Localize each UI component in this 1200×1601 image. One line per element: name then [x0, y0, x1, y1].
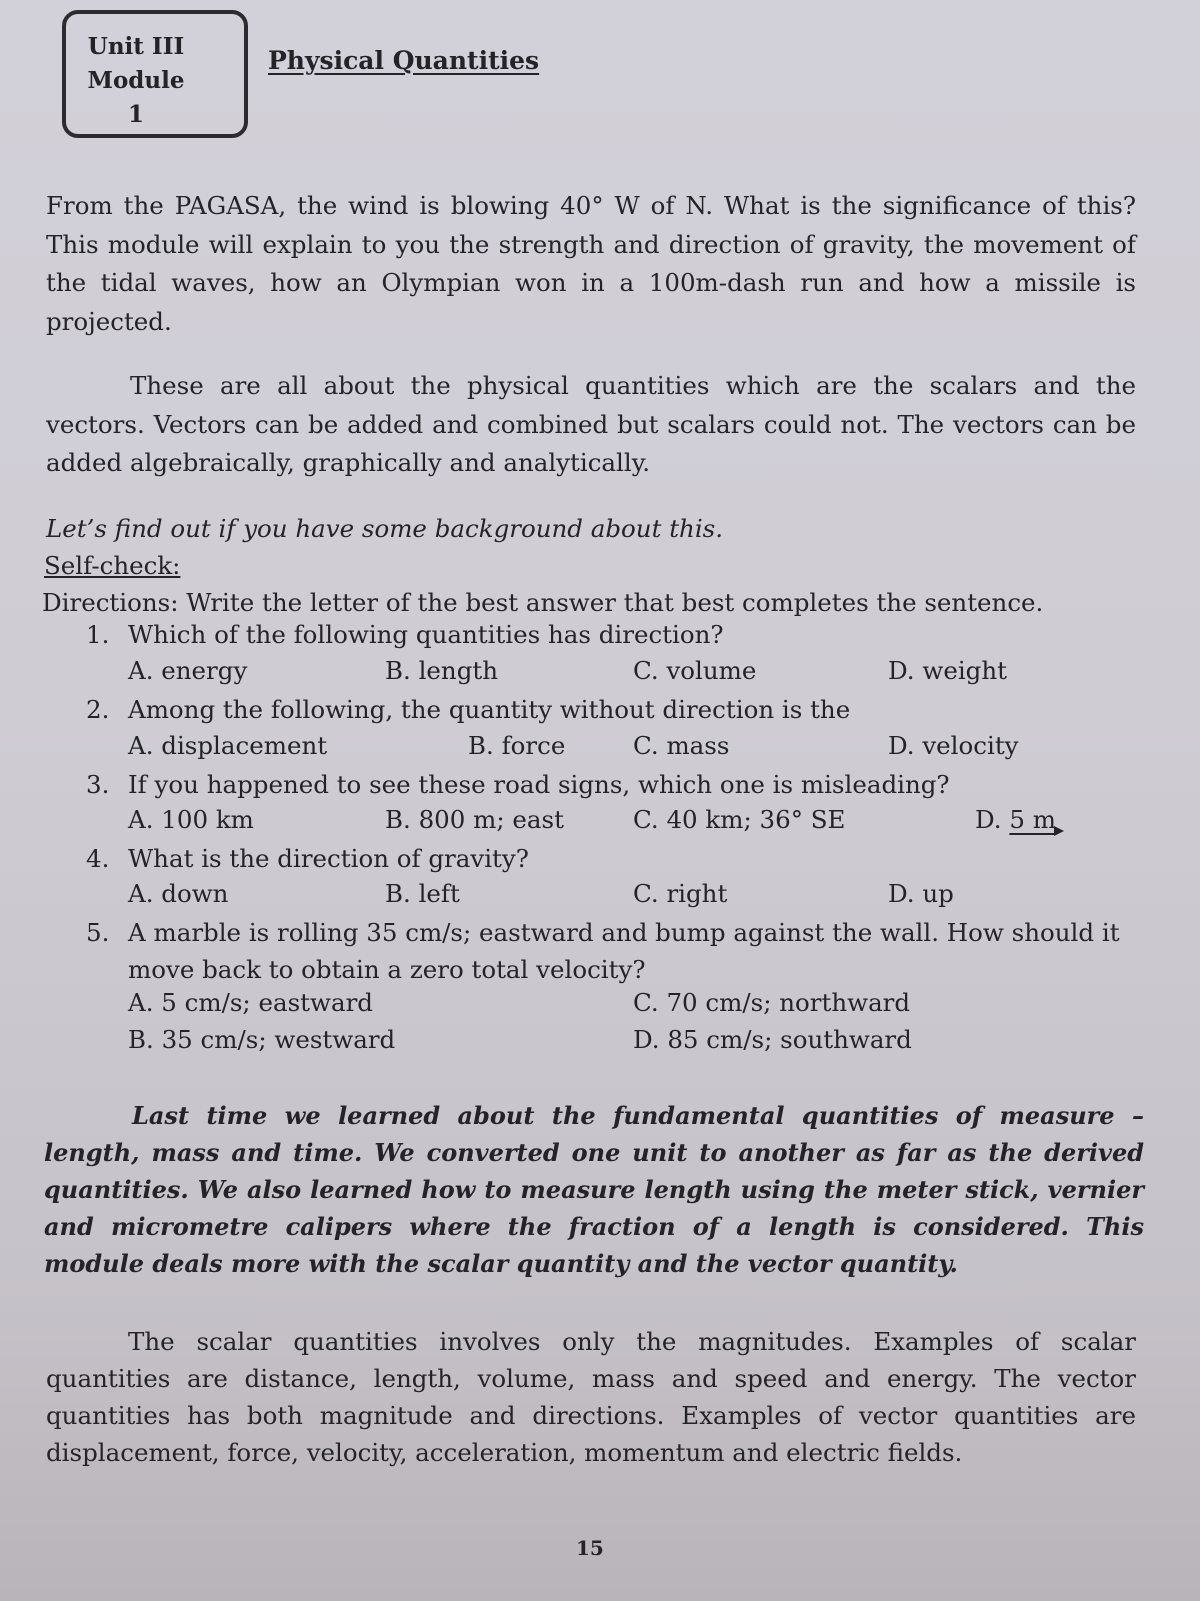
vector-value: 5 m	[1009, 805, 1056, 834]
unit-label: Unit III	[87, 33, 185, 60]
directions-text: Directions: Write the letter of the best answer that best completes the sentence.	[42, 588, 1044, 617]
q3-choice-c: C. 40 km; 36° SE	[633, 805, 846, 834]
page-title: Physical Quantities	[268, 46, 540, 75]
q5-choice-c: C. 70 cm/s; northward	[633, 988, 911, 1017]
question-text: If you happened to see these road signs, which one is misleading?	[128, 770, 950, 799]
question-number: 5.	[86, 918, 110, 947]
unit-module-box	[62, 10, 248, 138]
question-number: 4.	[86, 844, 110, 873]
review-paragraph: Last time we learned about the fundamental quantities of measure – length, mass and time. We converted one unit to another as far as the derived quantities. We also learned how to measure length using the meter stick, vernier and micrometre calipers where the fraction of a length is considered. This module deals more with the scalar quantity and the vector quantity.	[44, 1101, 1144, 1278]
q1-choice-d: D. weight	[888, 656, 1007, 685]
q4-choice-c: C. right	[633, 879, 728, 908]
question-text: Among the following, the quantity without direction is the	[128, 695, 851, 724]
module-label: Module	[87, 67, 185, 94]
intro-paragraph-1: From the PAGASA, the wind is blowing 40° W of N. What is the significance of this? This module will explain to you the strength and direction of gravity, the movement of the tidal waves, how an Olympian won in a 100m-dash run and how a missile is projected.	[46, 191, 1136, 336]
q3-choice-a: A. 100 km	[128, 805, 254, 834]
page-number: 15	[576, 1536, 604, 1560]
q3-choice-d-letter: D.	[975, 805, 1002, 834]
q2-choice-b: B. force	[468, 731, 566, 760]
q1-choice-b: B. length	[385, 656, 499, 685]
self-check-lead-in: Let’s find out if you have some background about this.	[46, 514, 724, 543]
question-text: What is the direction of gravity?	[128, 844, 529, 873]
intro-paragraph-2: These are all about the physical quantities which are the scalars and the vectors. Vectors can be added and combined but scalars could not. The vectors can be added algebraically, graphically and analytically.	[46, 371, 1136, 477]
q2-choice-c: C. mass	[633, 731, 730, 760]
q5-choice-a: A. 5 cm/s; eastward	[128, 988, 373, 1017]
q2-choice-d: D. velocity	[888, 731, 1019, 760]
q1-choice-a: A. energy	[128, 656, 248, 685]
question-number: 1.	[86, 620, 110, 649]
question-number: 3.	[86, 770, 110, 799]
q1-choice-c: C. volume	[633, 656, 757, 685]
module-number: 1	[127, 101, 144, 128]
q5-choice-d: D. 85 cm/s; southward	[633, 1025, 912, 1054]
question-text: A marble is rolling 35 cm/s; eastward and bump against the wall. How should it move back to obtain a zero total velocity?	[128, 918, 1120, 984]
q3-choice-b: B. 800 m; east	[385, 805, 564, 834]
arrow-right-icon	[1054, 826, 1064, 836]
q2-choice-a: A. displacement	[128, 731, 328, 760]
question-number: 2.	[86, 695, 110, 724]
q4-choice-a: A. down	[128, 879, 229, 908]
q3-choice-d	[975, 805, 1064, 836]
self-check-heading: Self-check:	[44, 551, 181, 580]
q5-choice-b: B. 35 cm/s; westward	[128, 1025, 396, 1054]
q4-choice-d: D. up	[888, 879, 954, 908]
question-text: Which of the following quantities has direction?	[128, 620, 724, 649]
q4-choice-b: B. left	[385, 879, 460, 908]
scalar-vector-paragraph: The scalar quantities involves only the magnitudes. Examples of scalar quantities are distance, length, volume, mass and speed and energy. The vector quantities has both magnitude and directions. Examples of vector quantities are displacement, force, velocity, acceleration, momentum and electric fields.	[46, 1327, 1136, 1467]
